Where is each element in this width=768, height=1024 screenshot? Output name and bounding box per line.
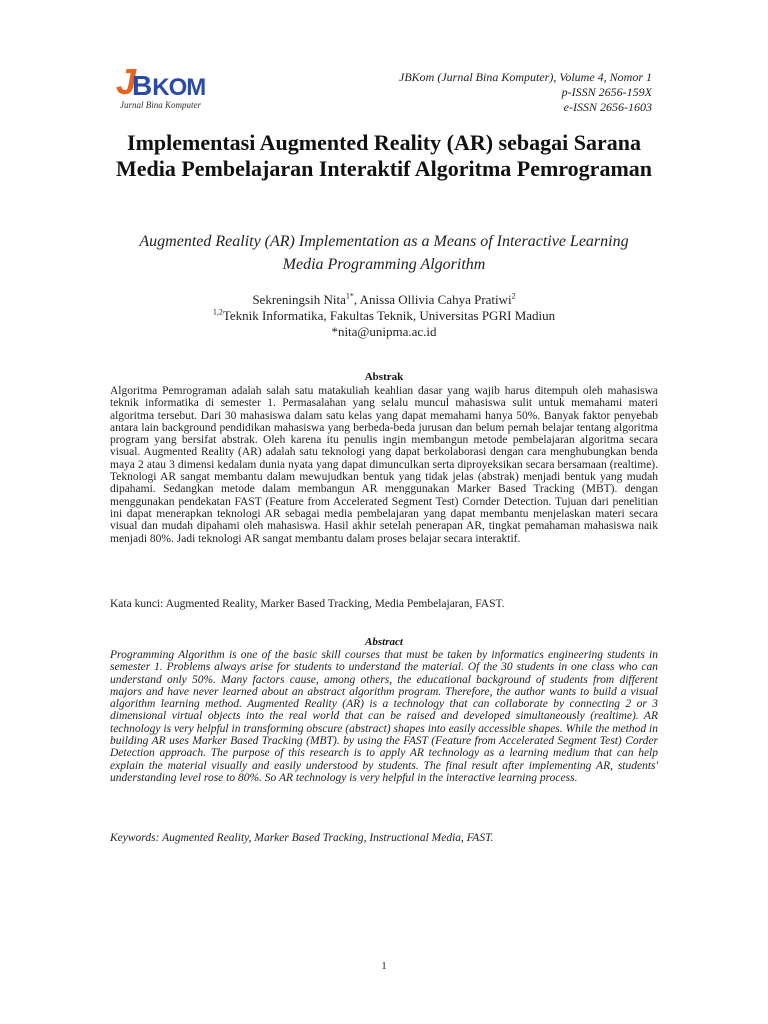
- author-2-marker: 2: [511, 291, 516, 301]
- page-number: 1: [381, 960, 387, 972]
- author-1-marker: 1*: [345, 291, 354, 301]
- logo-letters-kom: KOM: [152, 74, 206, 101]
- paper-title: Implementasi Augmented Reality (AR) sebagai Sarana Media Pembelajaran Interaktif Algoritma Pemrograman: [115, 130, 653, 181]
- author-1: Sekreningsih Nita: [252, 292, 346, 307]
- logo-letter-b: B: [132, 70, 153, 101]
- kata-kunci: Kata kunci: Augmented Reality, Marker Based Tracking, Media Pembelajaran, FAST.: [110, 598, 505, 610]
- abstrak-body: Algoritma Pemrograman adalah salah satu matakuliah keahlian dasar yang wajib harus ditempuh oleh mahasiswa teknik informatika di semester 1. Permasalahan yang selalu muncul mahasiswa sulit untuk memahami materi algoritma tersebut. Dari 30 mahasiswa dalam satu kelas yang dapat memahami hanya 50%. Banyak faktor penyebab antara lain background pendidikan mahasiswa yang berbeda-beda jurusan dan belum pernah belajar tentang algoritma program yang bersifat abstrak. Oleh karena itu penulis ingin membangun metode pembelajaran algoritma secara visual. Augmented Reality (AR) adalah satu teknologi yang dapat berkolaborasi dengan cara menghubungkan benda maya 2 atau 3 dimensi kedalam dunia nyata yang dapat dimunculkan serta diproyeksikan secara bersamaan (realtime). Teknologi AR sangat membantu dalam mewujudkan bentuk yang tidak jelas (abstrak) menjadi bentuk yang mudah dipahami. Sedangkan metode dalam membangun AR menggunakan Marker Based Tracking (MBT). dengan menggunakan pendekatan FAST (Feature from Accelerated Segment Test) Cornder Detection. Tujuan dari penelitian ini dapat menerapkan teknologi AR sebagai media pembelajaran yang dapat membantu menjelaskan materi secara visual dan mudah dipahami oleh mahasiswa. Hasil akhir setelah penerapan AR, tingkat pemahaman mahasiswa naik menjadi 80%. Jadi teknologi AR sangat membantu dalam proses belajar secara interaktif.: [110, 385, 658, 545]
- authors-block: [0, 292, 768, 340]
- affiliation-marker: 1,2: [212, 307, 223, 317]
- abstrak-heading: Abstrak: [364, 371, 404, 383]
- abstract-body: Programming Algorithm is one of the basic skill courses that must be taken by informatics engineering students in semester 1. Problems always arise for students to understand the material. Of the 30 students in one class who can understand only 50%. Many factors cause, among others, the educational background of students from different majors and have never learned about an abstract algorithm program. Therefore, the author wants to build a visual algorithm learning method. Augmented Reality (AR) is a technology that can collaborate by connecting 2 or 3 dimensional virtual objects into the real world that can be raised and developed simultaneously (realtime). AR technology is very helpful in transforming obscure (abstract) shapes into easily accessible shapes. While the method in building AR uses Marker Based Tracking (MBT). by using the FAST (Feature from Accelerated Segment Test) Corder Detection approach. The purpose of this research is to apply AR technology as a learning medium that can help explain the material visually and easily understood by students. The final result after implementing AR, students' understanding level rose to 80%. So AR technology is very helpful in the interactive learning process.: [110, 649, 658, 784]
- author-separator: ,: [353, 292, 360, 307]
- author-2: Anissa Ollivia Cahya Pratiwi: [359, 292, 512, 307]
- logo-letters: [116, 61, 206, 102]
- keywords-english: Keywords: Augmented Reality, Marker Based Tracking, Instructional Media, FAST.: [110, 832, 494, 844]
- journal-p-issn: p-ISSN 2656-159X: [561, 85, 652, 99]
- abstract-heading: Abstract: [365, 636, 403, 648]
- journal-logo: [116, 61, 216, 114]
- journal-name-volume: JBKom (Jurnal Bina Komputer), Volume 4, Nomor 1: [399, 70, 652, 84]
- logo-subtitle: Jurnal Bina Komputer: [120, 100, 201, 110]
- affiliation-line: [0, 308, 768, 324]
- journal-info: [399, 70, 652, 115]
- affiliation: Teknik Informatika, Fakultas Teknik, Universitas PGRI Madiun: [222, 308, 556, 323]
- logo-letter-j: J: [116, 61, 135, 102]
- paper-title-english: Augmented Reality (AR) Implementation as a Means of Interactive Learning Media Programming Algorithm: [139, 233, 629, 273]
- journal-e-issn: e-ISSN 2656-1603: [563, 100, 652, 114]
- author-email: *nita@unipma.ac.id: [331, 324, 437, 339]
- author-line: [0, 292, 768, 308]
